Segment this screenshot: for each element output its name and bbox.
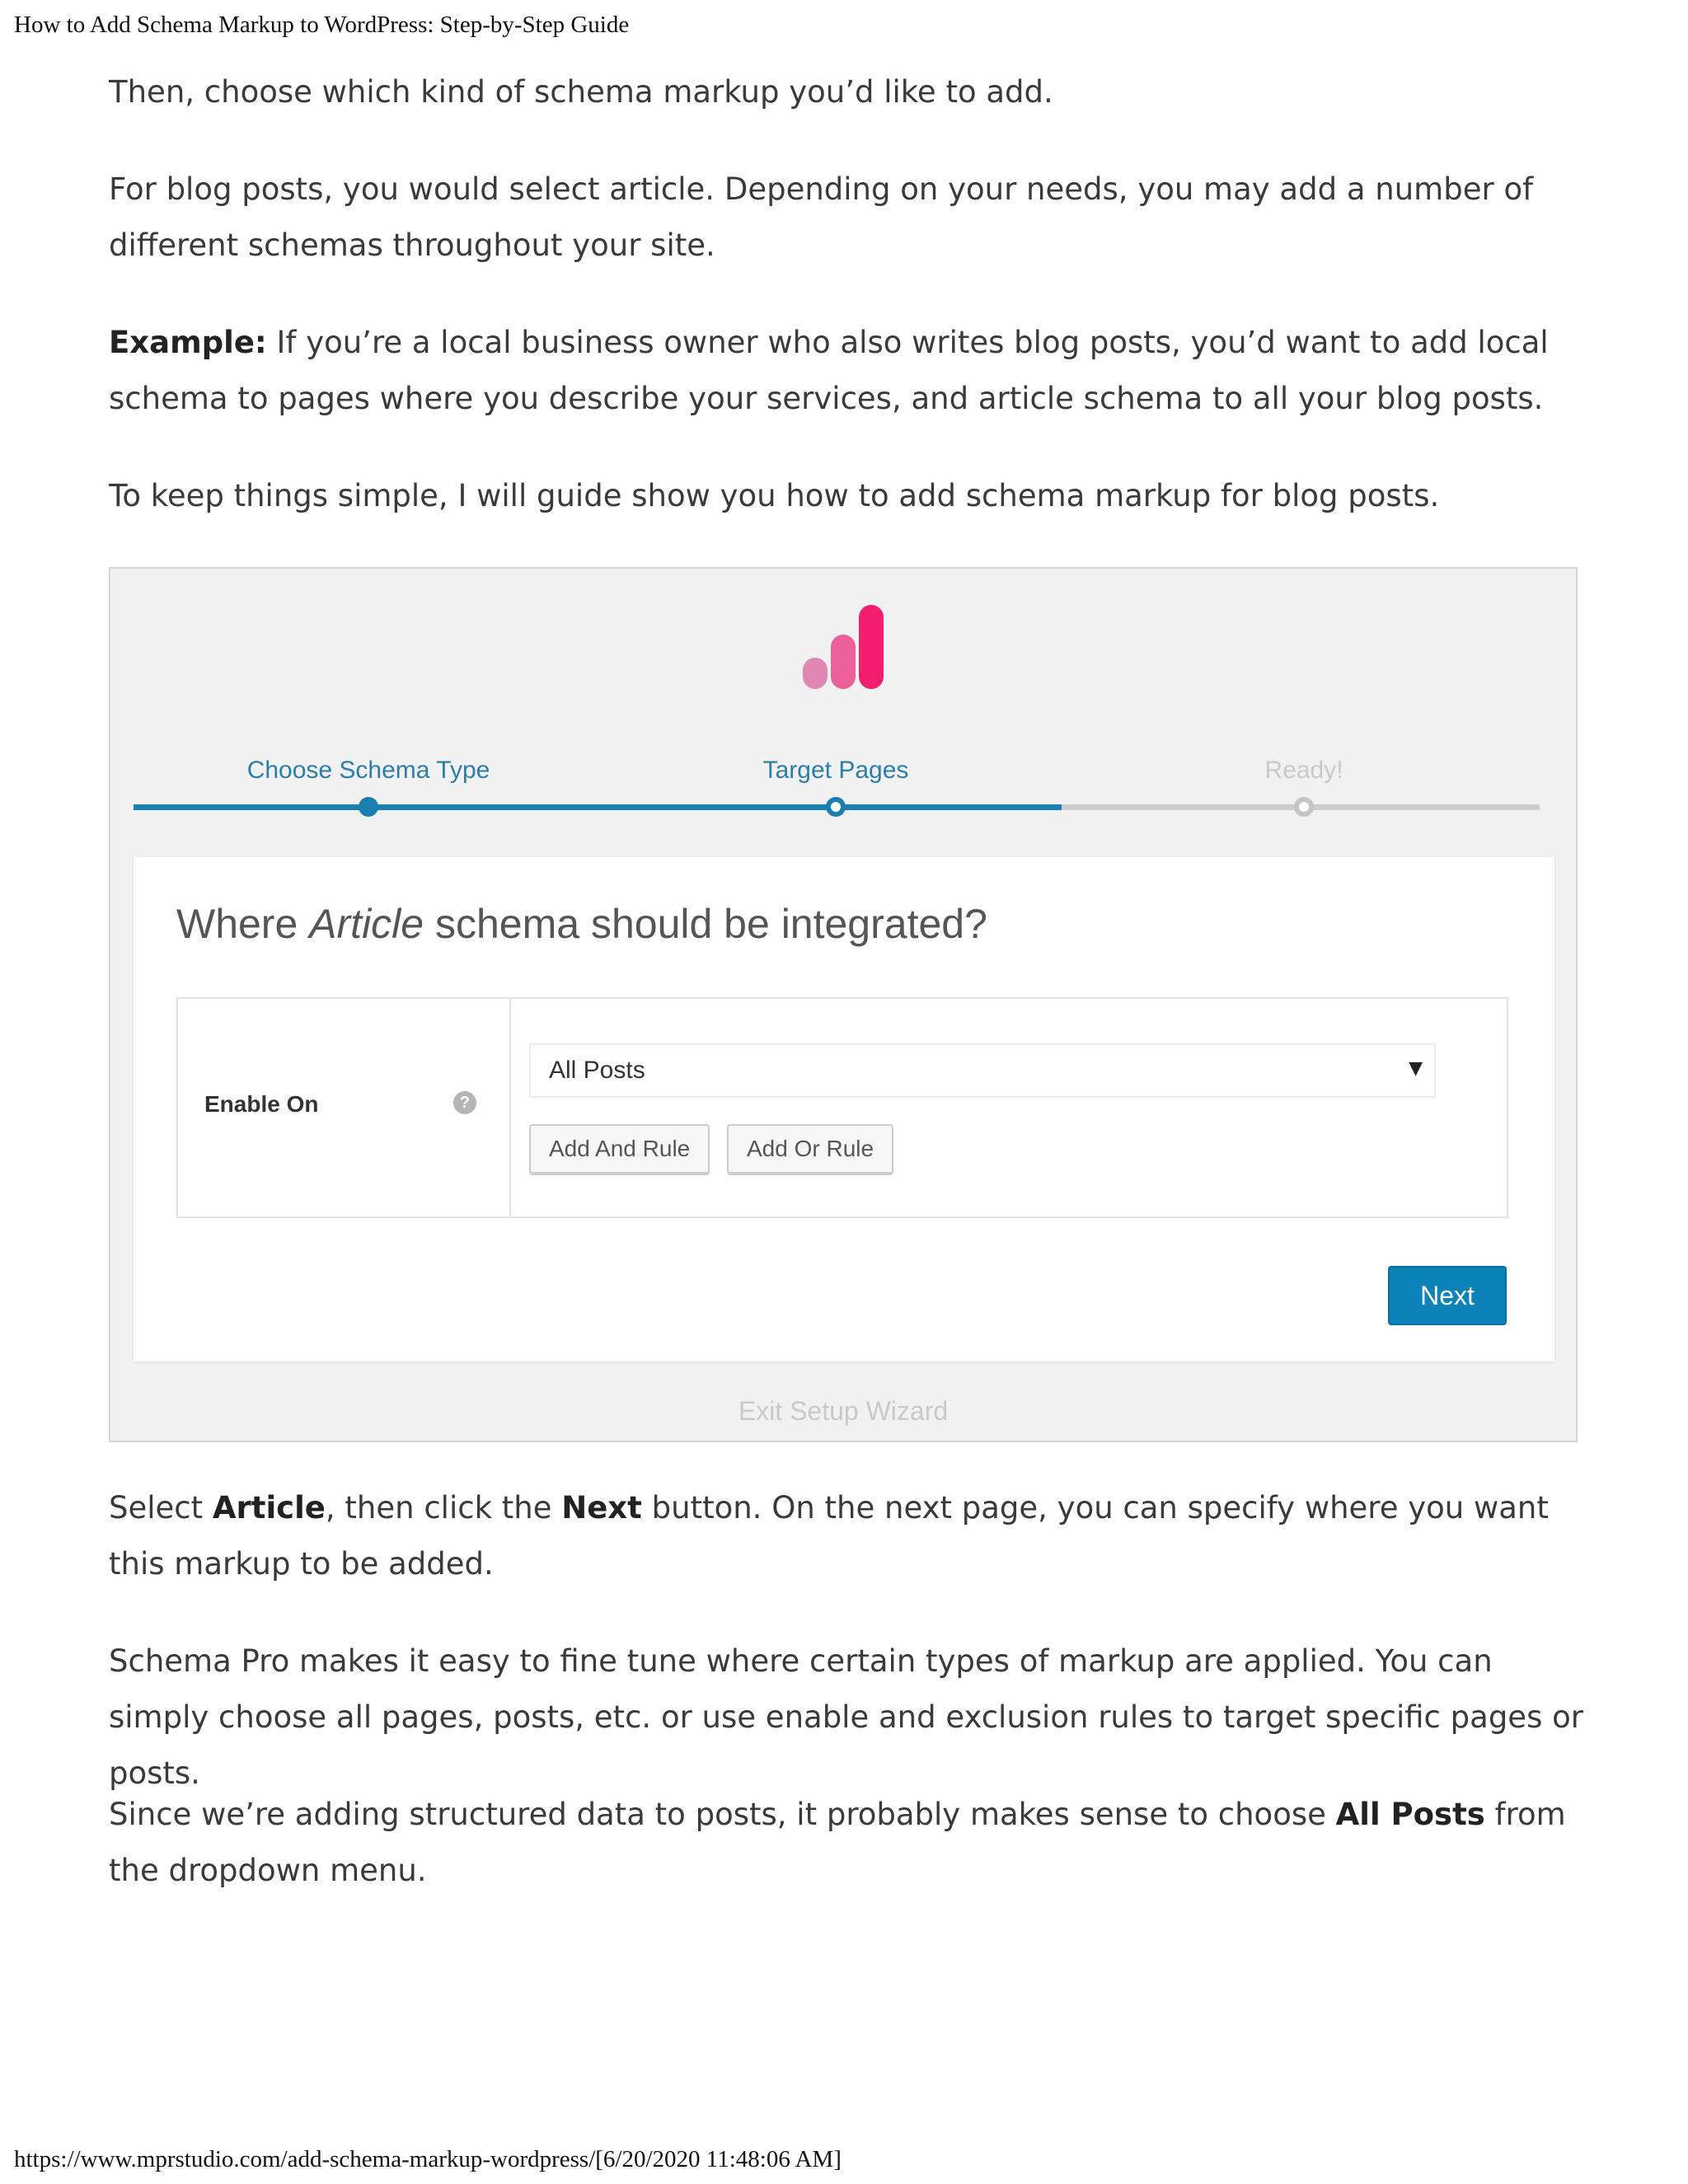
step-dot-current: [826, 797, 846, 817]
dropdown-arrow-icon: ▼: [1409, 1058, 1423, 1079]
rule-label-cell: [178, 999, 511, 1216]
schema-type-name: Article: [309, 901, 424, 947]
schema-wizard-screenshot: [109, 567, 1578, 1442]
schema-pro-logo-icon: [799, 602, 890, 692]
paragraph-blog-posts: For blog posts, you would select article. Depending on your needs, you may add a number of different schemas throughout your site.: [109, 171, 1534, 263]
example-text: If you’re a local business owner who also writes blog posts, you’d want to add local schema to pages where you describe your services, and article schema to all your blog posts.: [109, 325, 1549, 416]
article-bold: Article: [212, 1490, 326, 1526]
next-bold: Next: [561, 1490, 642, 1526]
next-button[interactable]: Next: [1388, 1266, 1507, 1325]
target-rules-table: [176, 997, 1508, 1218]
add-and-rule-button[interactable]: Add And Rule: [529, 1124, 710, 1174]
step-dot-done: [359, 797, 378, 817]
step-dot-todo: [1294, 797, 1314, 817]
step-ready: Ready!: [1264, 757, 1343, 784]
step-choose-schema-type: Choose Schema Type: [246, 757, 490, 784]
page-footer-url: https://www.mprstudio.com/add-schema-markup-wordpress/[6/20/2020 11:48:06 AM]: [14, 2146, 842, 2172]
example-label: Example:: [109, 325, 267, 360]
help-icon[interactable]: ?: [453, 1091, 476, 1114]
exit-setup-wizard-link[interactable]: Exit Setup Wizard: [738, 1396, 949, 1426]
paragraph-intro: Then, choose which kind of schema markup you’d like to add.: [109, 74, 1053, 110]
wizard-card: [134, 857, 1554, 1361]
paragraph-all-posts: Since we’re adding structured data to posts, it probably makes sense to choose All Posts from the dropdown menu.: [109, 1797, 1566, 1888]
all-posts-bold: All Posts: [1335, 1797, 1485, 1832]
enable-on-select[interactable]: [529, 1043, 1436, 1098]
page-header-title: How to Add Schema Markup to WordPress: Step-by-Step Guide: [14, 12, 630, 38]
add-or-rule-button[interactable]: Add Or Rule: [727, 1124, 893, 1174]
paragraph-example: [109, 315, 1584, 427]
paragraph-schema-pro: Schema Pro makes it easy to fine tune where certain types of markup are applied. You can simply choose all pages, posts, etc. or use enable and exclusion rules to target specific pages or posts.: [109, 1643, 1583, 1791]
card-title: Where Article schema should be integrated?: [176, 901, 987, 947]
paragraph-select-article: Select Article, then click the Next button. On the next page, you can specify where you want this markup to be added.: [109, 1490, 1549, 1582]
select-value: All Posts: [549, 1057, 645, 1084]
paragraph-keep-simple: To keep things simple, I will guide show you how to add schema markup for blog posts.: [109, 478, 1440, 513]
progress-fill: [134, 804, 1062, 810]
enable-on-label: Enable On: [204, 1091, 319, 1117]
step-target-pages: Target Pages: [762, 757, 909, 784]
